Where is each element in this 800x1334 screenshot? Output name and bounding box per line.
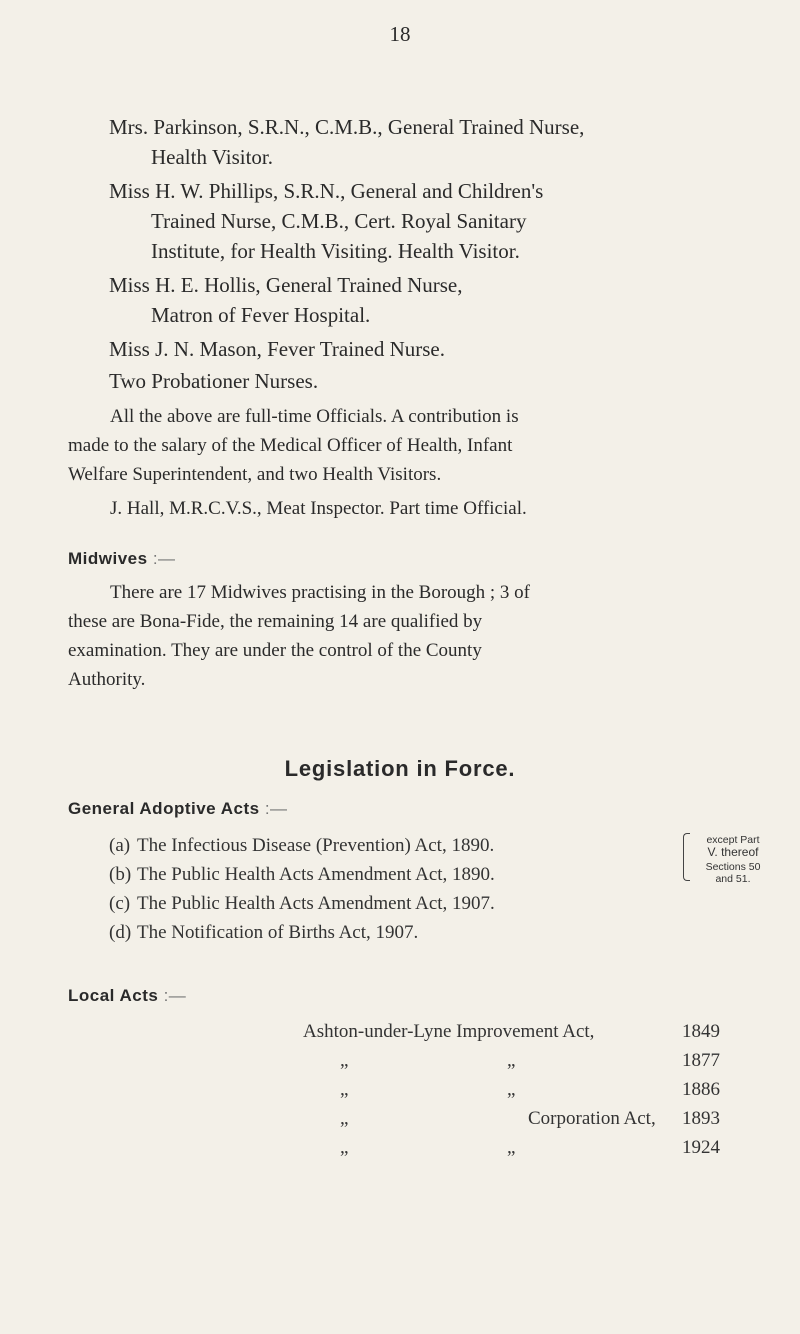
local-act-year: 1877	[682, 1050, 720, 1071]
staff-line: Trained Nurse, C.M.B., Cert. Royal Sanitary	[151, 209, 527, 233]
local-act-text: Ashton-under-Lyne Improvement Act,	[303, 1021, 595, 1042]
ditto-mark: „	[507, 1137, 516, 1158]
act-item-b	[109, 861, 495, 889]
heading-dash: :—	[163, 986, 187, 1005]
general-adoptive-heading	[68, 799, 288, 819]
staff-line: Miss H. W. Phillips, S.R.N., General and Children's	[109, 179, 544, 203]
staff-line: Miss H. E. Hollis, General Trained Nurse,	[109, 273, 463, 297]
staff-line: Mrs. Parkinson, S.R.N., C.M.B., General Trained Nurse,	[109, 115, 585, 139]
note-line: V. thereof	[707, 845, 759, 859]
paragraph-line: Authority.	[68, 669, 146, 690]
local-act-year: 1924	[682, 1137, 720, 1158]
staff-line: Miss J. N. Mason, Fever Trained Nurse.	[109, 337, 445, 361]
act-label: (b)	[109, 864, 132, 885]
staff-line: Two Probationer Nurses.	[109, 369, 319, 393]
paragraph-line: examination. They are under the control of the County	[68, 640, 482, 661]
meat-inspector-line: J. Hall, M.R.C.V.S., Meat Inspector. Part time Official.	[110, 498, 527, 519]
local-act-text: Corporation Act,	[528, 1108, 656, 1129]
midwives-heading	[68, 549, 176, 569]
ditto-mark: „	[507, 1050, 516, 1071]
margin-note-a	[688, 834, 778, 858]
ditto-mark: „	[340, 1108, 349, 1129]
ditto-mark: „	[340, 1137, 349, 1158]
act-text: The Infectious Disease (Prevention) Act, 1890.	[137, 835, 495, 856]
act-item-d	[109, 919, 418, 947]
staff-entry-hollis	[109, 270, 759, 330]
act-item-a	[109, 832, 494, 860]
paragraph-line: these are Bona-Fide, the remaining 14 are qualified by	[68, 611, 483, 632]
act-label: (d)	[109, 922, 132, 943]
ditto-mark: „	[340, 1079, 349, 1100]
note-line: except Part	[706, 834, 760, 846]
midwives-paragraph	[68, 578, 768, 694]
staff-entry-mason	[109, 334, 759, 364]
local-act-year: 1849	[682, 1021, 720, 1042]
staff-line: Health Visitor.	[151, 145, 274, 169]
paragraph-line: There are 17 Midwives practising in the Borough ; 3 of	[110, 582, 531, 603]
ditto-mark: „	[340, 1050, 349, 1071]
note-line: and 51.	[715, 873, 751, 885]
legislation-heading: Legislation in Force.	[284, 756, 516, 781]
fulltime-paragraph	[68, 402, 768, 489]
staff-line: Institute, for Health Visiting. Health Visitor.	[151, 239, 520, 263]
paragraph-line: made to the salary of the Medical Officer of Health, Infant	[68, 435, 513, 456]
staff-entry-parkinson	[109, 112, 759, 172]
local-act-year: 1893	[682, 1108, 720, 1129]
staff-entry-phillips	[109, 176, 759, 266]
ditto-mark: „	[507, 1079, 516, 1100]
local-acts-heading	[68, 986, 186, 1006]
act-text: The Notification of Births Act, 1907.	[137, 922, 419, 943]
heading-dash: :—	[264, 799, 288, 818]
act-label: (c)	[109, 893, 131, 914]
heading-text: General Adoptive Acts	[68, 799, 260, 818]
heading-text: Midwives	[68, 549, 148, 568]
note-line: Sections 50	[705, 861, 761, 873]
staff-entry-probationers	[109, 366, 759, 396]
act-text: The Public Health Acts Amendment Act, 1907.	[137, 893, 495, 914]
staff-line: Matron of Fever Hospital.	[151, 303, 371, 327]
act-text: The Public Health Acts Amendment Act, 1890.	[137, 864, 495, 885]
act-item-c	[109, 890, 495, 918]
margin-note-b	[688, 861, 778, 885]
paragraph-line: All the above are full-time Officials. A contribution is	[110, 406, 519, 427]
paragraph-line: Welfare Superintendent, and two Health Visitors.	[68, 464, 442, 485]
act-label: (a)	[109, 835, 131, 856]
heading-text: Local Acts	[68, 986, 159, 1005]
local-act-year: 1886	[682, 1079, 720, 1100]
page-number: 18	[389, 22, 411, 46]
heading-dash: :—	[152, 549, 176, 568]
